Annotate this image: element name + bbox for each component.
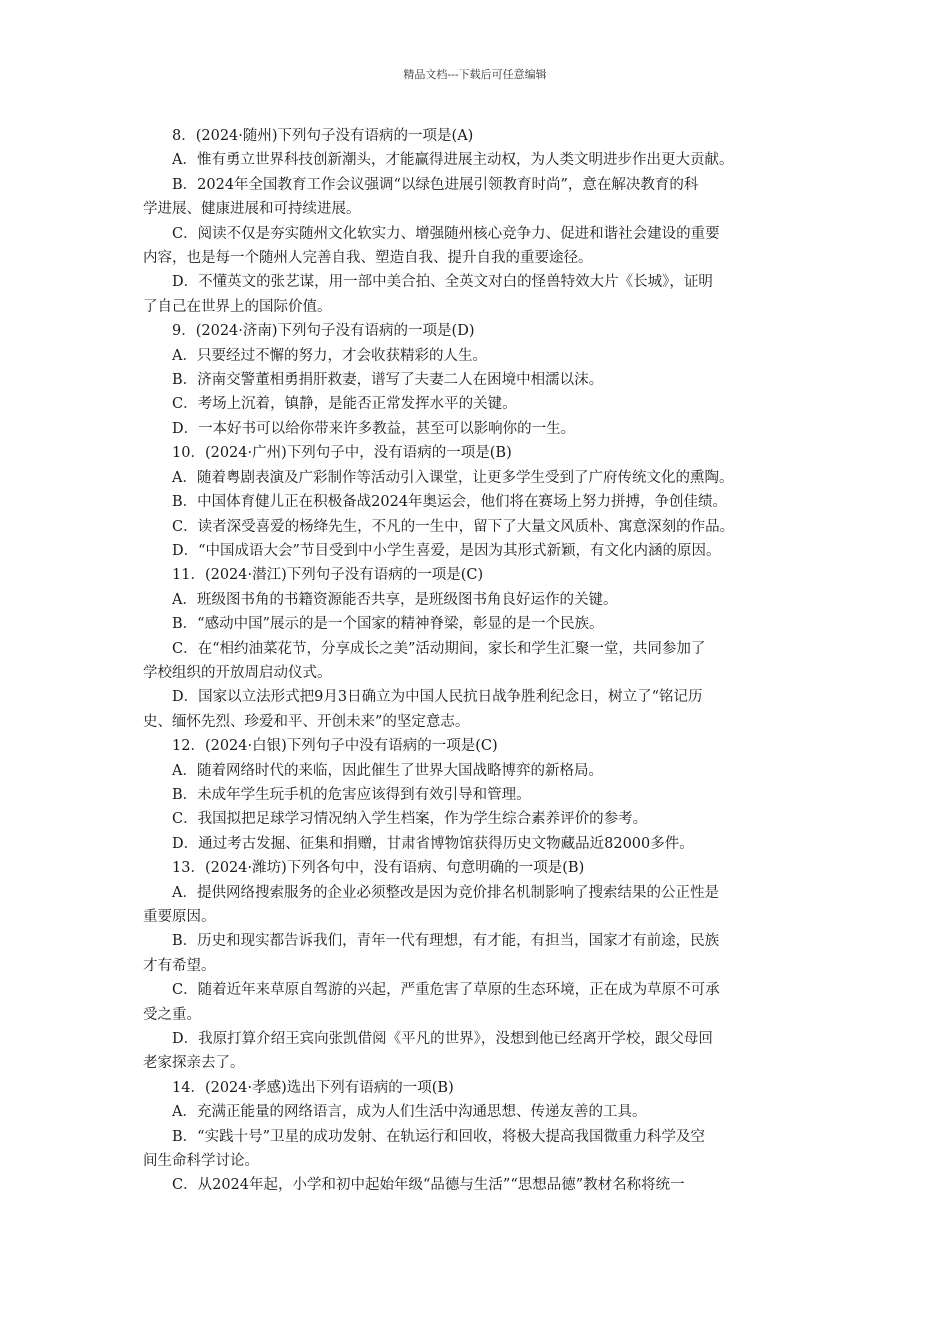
text-line: D．我原打算介绍王宾向张凯借阅《平凡的世界》，没想到他已经离开学校，跟父母回	[172, 1031, 713, 1048]
text-line: A．只要经过不懈的努力，才会收获精彩的人生。	[172, 347, 487, 364]
text-line: C．考场上沉着，镇静，是能否正常发挥水平的关键。	[172, 396, 517, 413]
text-line: 老家探亲去了。	[143, 1055, 245, 1072]
text-line: A．惟有勇立世界科技创新潮头，才能赢得进展主动权，为人类文明进步作出更大贡献。	[172, 152, 734, 169]
question-stem: 10．(2024·广州)下列句子中，没有语病的一项是(B)	[172, 445, 512, 462]
question-stem: 14．(2024·孝感)选出下列有语病的一项(B)	[172, 1079, 454, 1096]
text-line: C．在“相约油菜花节，分享成长之美”活动期间，家长和学生汇聚一堂，共同参加了	[172, 640, 706, 657]
question-stem: 8．(2024·随州)下列句子没有语病的一项是(A)	[172, 128, 474, 144]
text-line: D．国家以立法形式把9月3日确立为中国人民抗日战争胜利纪念日，树立了“铭记历	[172, 689, 703, 706]
question-stem: 12．(2024·白银)下列句子中没有语病的一项是(C)	[172, 738, 498, 755]
text-line: 受之重。	[143, 1006, 201, 1023]
text-line: 间生命科学讨论。	[143, 1153, 259, 1170]
text-line: B．“实践十号”卫星的成功发射、在轨运行和回收，将极大提高我国微重力科学及空	[172, 1128, 705, 1145]
text-line: A．充满正能量的网络语言，成为人们生活中沟通思想、传递友善的工具。	[172, 1104, 647, 1121]
question-stem: 9．(2024·济南)下列句子没有语病的一项是(D)	[172, 323, 475, 340]
text-line: C．我国拟把足球学习情况纳入学生档案，作为学生综合素养评价的参考。	[172, 811, 648, 828]
text-line: B．济南交警董相勇捐肝救妻，谱写了夫妻二人在困境中相濡以沫。	[172, 372, 604, 389]
text-line: C．阅读不仅是夯实随州文化软实力、增强随州核心竞争力、促进和谐社会建设的重要	[172, 225, 720, 242]
text-line: C．读者深受喜爱的杨绛先生，不凡的一生中，留下了大量文风质朴、寓意深刻的作品。	[172, 518, 735, 535]
text-line: 重要原因。	[143, 909, 216, 925]
document-body	[143, 124, 813, 1198]
question-stem: 11．(2024·潜江)下列句子没有语病的一项是(C)	[172, 567, 484, 584]
text-line: B．未成年学生玩手机的危害应该得到有效引导和管理。	[172, 786, 531, 803]
text-line: 学校组织的开放周启动仪式。	[143, 664, 332, 681]
text-line: 史、缅怀先烈、珍爱和平、开创未来”的坚定意志。	[143, 713, 470, 730]
text-line: B．“感动中国”展示的是一个国家的精神脊梁，彰显的是一个民族。	[172, 616, 604, 633]
text-line: D．一本好书可以给你带来许多教益，甚至可以影响你的一生。	[172, 420, 576, 437]
text-line: C．随着近年来草原自驾游的兴起，严重危害了草原的生态环境，正在成为草原不可承	[172, 982, 720, 999]
text-line: A．提供网络搜索服务的企业必须整改是因为竞价排名机制影响了搜索结果的公正性是	[172, 884, 719, 901]
text-line: D．通过考古发掘、征集和捐赠，甘肃省博物馆获得历史文物藏品近82000多件。	[172, 835, 694, 852]
text-line: 了自己在世界上的国际价值。	[143, 298, 332, 315]
text-line: A．随着粤剧表演及广彩制作等活动引入课堂，让更多学生受到了广府传统文化的熏陶。	[172, 469, 734, 486]
text-line: 才有希望。	[143, 957, 216, 974]
page-header: 精品文档---下载后可任意编辑	[403, 68, 547, 81]
text-line: 内容，也是每一个随州人完善自我、塑造自我、提升自我的重要途径。	[143, 250, 593, 267]
question-stem: 13．(2024·潍坊)下列各句中，没有语病、句意明确的一项是(B)	[172, 860, 585, 877]
text-line: A．班级图书角的书籍资源能否共享，是班级图书角良好运作的关键。	[172, 591, 618, 608]
text-line: B．2024年全国教育工作会议强调“以绿色进展引领教育时尚”，意在解决教育的科	[172, 176, 699, 193]
text-line: D．“中国成语大会”节目受到中小学生喜爱，是因为其形式新颖，有文化内涵的原因。	[172, 542, 721, 559]
text-line: B．中国体育健儿正在积极备战2024年奥运会，他们将在赛场上努力拼搏，争创佳绩。	[172, 494, 728, 511]
text-line: A．随着网络时代的来临，因此催生了世界大国战略博弈的新格局。	[172, 762, 603, 779]
text-line: D．不懂英文的张艺谋，用一部中美合拍、全英文对白的怪兽特效大片《长城》，证明	[172, 274, 713, 291]
text-line: C．从2024年起，小学和初中起始年级“品德与生活”“思想品德”教材名称将统一	[172, 1177, 685, 1194]
text-line: 学进展、健康进展和可持续进展。	[143, 201, 361, 218]
text-line: B．历史和现实都告诉我们，青年一代有理想，有才能，有担当，国家才有前途，民族	[172, 933, 720, 950]
